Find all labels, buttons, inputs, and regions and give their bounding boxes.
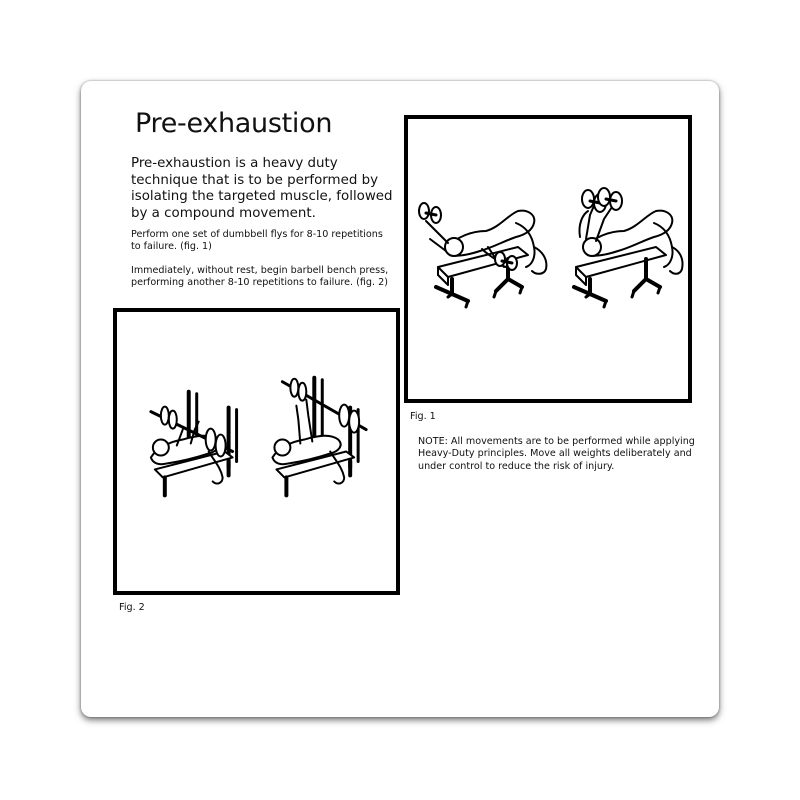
step-two-text: Immediately, without rest, begin barbell bench press, performing another 8-10 repetitions to failure. (fig. 2)	[131, 265, 389, 289]
figure-1-caption: Fig. 1	[410, 411, 436, 422]
figure-2-frame	[113, 308, 400, 595]
step-one-text: Perform one set of dumbbell flys for 8-10 repetitions to failure. (fig. 1)	[131, 229, 383, 253]
barbell-right	[282, 379, 366, 433]
page-title: Pre-exhaustion	[135, 108, 333, 139]
dumbbell-left-up	[419, 203, 441, 223]
note-text: NOTE: All movements are to be performed while applying Heavy-Duty principles. Move all weights deliberately and under control to reduce the risk of injury.	[418, 436, 695, 472]
dumbbells-right	[582, 188, 622, 212]
figure-2-caption: Fig. 2	[119, 602, 145, 613]
bench-press-illustration	[117, 312, 396, 591]
figure-1-frame	[404, 115, 692, 403]
intro-paragraph: Pre-exhaustion is a heavy duty technique that is to be performed by isolating the targeted muscle, followed by a compound movement.	[131, 156, 393, 221]
dumbbell-fly-illustration	[408, 119, 688, 399]
